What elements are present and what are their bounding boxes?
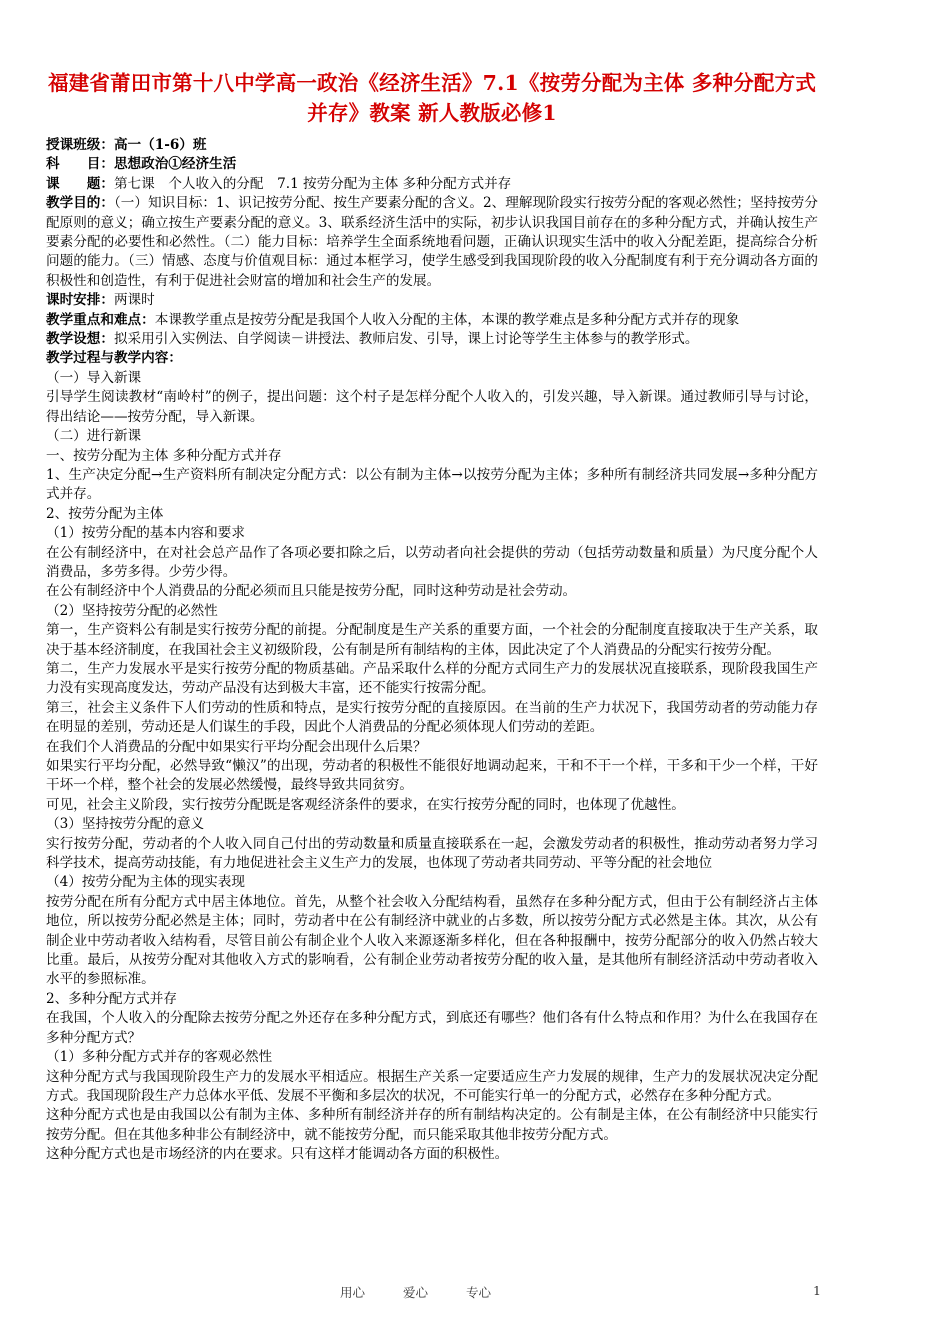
section-design bbox=[46, 330, 818, 349]
paragraph: 一、按劳分配为主体 多种分配方式并存 bbox=[46, 447, 282, 464]
schedule-text: 两课时 bbox=[113, 292, 155, 309]
section-key-points bbox=[46, 311, 818, 330]
footer-motto bbox=[340, 1283, 525, 1301]
paragraph: 第二，生产力发展水平是实行按劳分配的物质基础。产品采取什么样的分配方式同生产力的发展状况直接联系，现阶段我国生产力没有实现高度发达，劳动产品没有达到极大丰富，还不能实行按需分配。 bbox=[46, 660, 818, 697]
meta-subject: 科 目：思想政治①经济生活 bbox=[46, 156, 237, 173]
meta-class: 授课班级：高一（1-6）班 bbox=[46, 137, 207, 153]
paragraph: 这种分配方式也是由我国以公有制为主体、多种所有制经济并存的所有制结构决定的。公有制是主体，在公有制经济中只能实行按劳分配。但在其他多种非公有制经济中，就不能按劳分配，而只能采取其他非按劳分配方式。 bbox=[46, 1107, 818, 1143]
meta-topic-value: 第七课 个人收入的分配 7.1 按劳分配为主体 多种分配方式并存 bbox=[113, 175, 512, 192]
paragraph: 引导学生阅读教材“南岭村”的例子，提出问题：这个村子是怎样分配个人收入的，引发兴趣，导入新课。通过教师引导与讨论，得出结论——按劳分配，导入新课。 bbox=[46, 389, 818, 425]
document-title: 福建省莆田市第十八中学高一政治《经济生活》7.1《按劳分配为主体 多种分配方式并存》教案 新人教版必修1 bbox=[47, 71, 817, 125]
footer-motto-word: 专心 bbox=[466, 1285, 492, 1300]
section-schedule bbox=[46, 291, 818, 310]
paragraph: 2、按劳分配为主体 bbox=[46, 505, 164, 522]
schedule-label: 课时安排： bbox=[46, 292, 114, 309]
paragraph: （一）导入新课 bbox=[46, 369, 142, 386]
footer-motto-word: 爱心 bbox=[403, 1285, 429, 1300]
key-points-text: 本课教学重点是按劳分配是我国个人收入分配的主体，本课的教学难点是多种分配方式并存的现象 bbox=[154, 311, 740, 328]
footer-motto-word: 用心 bbox=[340, 1285, 366, 1300]
paragraph: （3）坚持按劳分配的意义 bbox=[46, 816, 205, 833]
paragraph: 在公有制经济中，在对社会总产品作了各项必要扣除之后，以劳动者向社会提供的劳动（包括劳动数量和质量）为尺度分配个人消费品，多劳多得。少劳少得。 bbox=[46, 544, 818, 580]
meta-topic-label: 课 题： bbox=[46, 175, 114, 192]
paragraph: （2）坚持按劳分配的必然性 bbox=[46, 602, 218, 619]
paragraph: 在公有制经济中个人消费品的分配必须而且只能是按劳分配，同时这种劳动是社会劳动。 bbox=[46, 583, 577, 600]
paragraph: （二）进行新课 bbox=[46, 428, 142, 445]
goals-label: 教学目的： bbox=[46, 195, 114, 212]
paragraph: 按劳分配在所有分配方式中居主体地位。首先，从整个社会收入分配结构看，虽然存在多种分配方式，但由于公有制经济占主体地位，所以按劳分配必然是主体；同时，劳动者中在公有制经济中就业的占多数，所以按劳分配方式必然是主体。其次，从公有制企业中劳动者收入结构看，尽管目前公有制企业个人收入来源逐渐多样化，但在各种报酬中，按劳分配部分的收入仍然占较大比重。最后，从按劳分配对其他收入方式的影响看，公有制企业劳动者按劳分配的收入量，是其他所有制经济活动中劳动者收入水平的参照标准。 bbox=[46, 893, 818, 988]
paragraph: 1、生产决定分配→生产资料所有制决定分配方式：以公有制为主体→以按劳分配为主体；多种所有制经济共同发展→多种分配方式并存。 bbox=[46, 466, 818, 503]
paragraph: 在我国，个人收入的分配除去按劳分配之外还存在多种分配方式，到底还有哪些？他们各有什么特点和作用？为什么在我国存在多种分配方式？ bbox=[46, 1010, 818, 1046]
design-text: 拟采用引入实例法、自学阅读－讲授法、教师启发、引导，课上讨论等学生主体参与的教学形式。 bbox=[113, 331, 699, 348]
paragraph: 这种分配方式与我国现阶段生产力的发展水平相适应。根据生产关系一定要适应生产力发展的规律，生产力的发展状况决定分配方式。我国现阶段生产力总体水平低、发展不平衡和多层次的状况，不可能实行单一的分配方式，必然存在多种分配方式。 bbox=[46, 1068, 818, 1104]
design-label: 教学设想： bbox=[46, 331, 114, 348]
document-page bbox=[46, 68, 818, 1165]
paragraph: 可见，社会主义阶段，实行按劳分配既是客观经济条件的要求，在实行按劳分配的同时，也体现了优越性。 bbox=[46, 796, 685, 813]
paragraph: 第一，生产资料公有制是实行按劳分配的前提。分配制度是生产关系的重要方面，一个社会的分配制度直接取决于生产关系，取决于基本经济制度，在我国社会主义初级阶段，公有制是所有制结构的主体，因此决定了个人消费品的分配实行按劳分配。 bbox=[46, 622, 818, 658]
section-goals bbox=[46, 194, 818, 291]
goals-text: （一）知识目标：1、识记按劳分配、按生产要素分配的含义。2、理解现阶段实行按劳分配的客观必然性；坚持按劳分配原则的意义；确立按生产要素分配的意义。3、联系经济生活中的实际，初步认识我国目前存在的多种分配方式，并确认按生产要素分配的必要性和必然性。（二）能力目标：培养学生全面系统地看问题，正确认识现实生活中的收入分配差距，提高综合分析问题的能力。（三）情感、态度与价值观目标：通过本框学习，使学生感受到我国现阶段的收入分配制度有利于充分调动各方面的积极性和创造性，有利于促进社会财富的增加和社会生产的发展。 bbox=[46, 195, 819, 289]
paragraph: （1）按劳分配的基本内容和要求 bbox=[46, 525, 245, 542]
paragraph: 如果实行平均分配，必然导致“懒汉”的出现，劳动者的积极性不能很好地调动起来，干和不干一个样，干多和干少一个样，干好干坏一个样，整个社会的发展必然缓慢，最终导致共同贫穷。 bbox=[46, 758, 818, 794]
paragraph: （1）多种分配方式并存的客观必然性 bbox=[46, 1049, 273, 1066]
paragraph: （4）按劳分配为主体的现实表现 bbox=[46, 874, 245, 891]
page-number: 1 bbox=[813, 1283, 821, 1298]
paragraph: 在我们个人消费品的分配中如果实行平均分配会出现什么后果？ bbox=[46, 738, 427, 755]
paragraph: 第三，社会主义条件下人们劳动的性质和特点，是实行按劳分配的直接原因。在当前的生产力状况下，我国劳动者的劳动能力存在明显的差别，劳动还是人们谋生的手段，因此个人消费品的分配必须体现人们劳动的差距。 bbox=[46, 699, 818, 736]
meta-topic bbox=[46, 175, 818, 194]
process-heading: 教学过程与教学内容： bbox=[46, 350, 182, 367]
paragraph: 实行按劳分配，劳动者的个人收入同自己付出的劳动数量和质量直接联系在一起，会激发劳动者的积极性，推动劳动者努力学习科学技术，提高劳动技能，有力地促进社会主义生产力的发展，也体现了劳动者共同劳动、平等分配的社会地位 bbox=[46, 835, 818, 872]
paragraph: 2、多种分配方式并存 bbox=[46, 990, 177, 1007]
key-points-label: 教学重点和难点： bbox=[46, 311, 155, 328]
document-body bbox=[46, 136, 818, 1165]
paragraph: 这种分配方式也是市场经济的内在要求。只有这样才能调动各方面的积极性。 bbox=[46, 1146, 509, 1163]
